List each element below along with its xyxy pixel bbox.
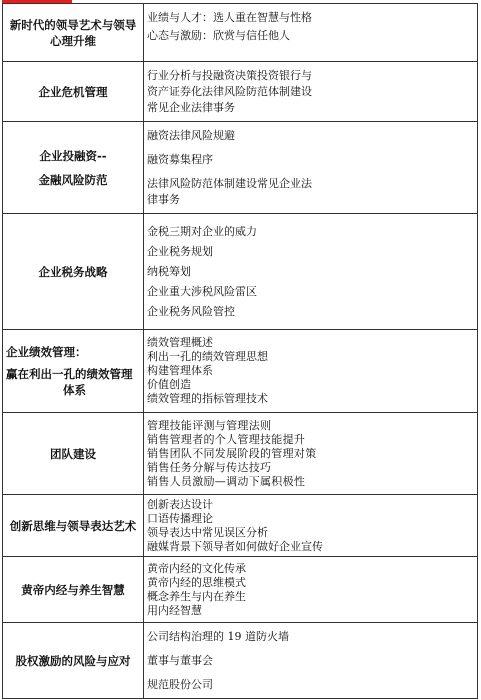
course-title-cell	[3, 330, 144, 413]
course-content-cell	[144, 495, 478, 557]
content-line: 创新表达设计	[147, 497, 213, 511]
content-line: 融资募集程序	[147, 152, 213, 166]
content-line: 黄帝内经的思维模式	[147, 575, 246, 589]
content-line: 构建管理体系	[147, 364, 213, 377]
course-title-line: 企业绩效管理：	[6, 345, 87, 359]
content-line: 利出一孔的绩效管理思想	[147, 350, 268, 363]
content-line: 价值创造	[147, 378, 191, 391]
course-content-cell	[144, 623, 478, 699]
content-line: 企业重大涉税风险雷区	[147, 284, 257, 298]
course-content-cell	[144, 413, 478, 495]
content-line: 常见企业法律事务	[147, 100, 235, 114]
table-row	[3, 4, 478, 62]
content-line: 企业税务规划	[147, 244, 213, 258]
content-line: 融资法律风险规避	[147, 128, 235, 142]
content-line: 销售团队不同发展阶段的管理对策	[147, 446, 317, 460]
content-line: 行业分析与投融资决策投资银行与	[147, 68, 312, 82]
content-line: 律事务	[147, 192, 180, 206]
content-line: 绩效管理概述	[147, 336, 213, 349]
course-title-line: 股权激励的风险与应对	[15, 653, 131, 668]
content-line: 公司结构治理的 19 道防火墙	[147, 629, 289, 643]
content-line: 资产证券化法律风险防范体制建设	[147, 84, 312, 98]
content-line: 法律风险防范体制建设常见企业法	[147, 176, 312, 190]
table-row	[3, 62, 478, 122]
table-row	[3, 623, 478, 699]
course-content-cell	[144, 330, 478, 413]
content-line: 企业税务风险管控	[147, 304, 235, 318]
course-title-line: 企业投融资--	[39, 148, 107, 163]
course-title-line: 新时代的领导艺术与领导	[9, 17, 137, 32]
course-title-line: 企业税务战略	[38, 264, 108, 279]
content-line: 销售管理者的个人管理技能提升	[147, 432, 306, 446]
course-content-cell	[144, 62, 478, 122]
content-line: 黄帝内经的文化传承	[147, 561, 246, 575]
course-content-cell	[144, 214, 478, 330]
course-title-cell	[3, 495, 144, 557]
content-line: 概念养生与内在养生	[147, 589, 246, 603]
content-line: 心态与激励：欣赏与信任他人	[147, 29, 290, 42]
table-row	[3, 495, 478, 557]
content-line: 金税三期对企业的威力	[147, 224, 257, 238]
content-line: 管理技能评测与管理法则	[147, 418, 272, 432]
course-table	[2, 3, 478, 699]
content-line: 领导表达中常见误区分析	[147, 525, 268, 539]
course-content-cell	[144, 4, 478, 62]
table-row	[3, 122, 478, 214]
course-title-cell	[3, 214, 144, 330]
course-title-cell	[3, 122, 144, 214]
course-title-line: 创新思维与领导表达艺术	[9, 518, 137, 533]
course-title-line: 心理升维	[50, 33, 96, 48]
course-title-cell	[3, 413, 144, 495]
content-line: 销售任务分解与传达技巧	[147, 460, 272, 474]
content-line: 规范股份公司	[147, 677, 213, 691]
course-content-cell	[144, 122, 478, 214]
course-title-cell	[3, 623, 144, 699]
table-row	[3, 214, 478, 330]
course-title-cell	[3, 557, 144, 623]
course-content-cell	[144, 557, 478, 623]
course-title-line: 黄帝内经与养生智慧	[21, 582, 125, 597]
content-line: 口语传播理论	[147, 511, 213, 525]
content-line: 销售人员激励—调动下属积极性	[147, 474, 306, 488]
table-row	[3, 413, 478, 495]
course-title-line: 金融风险防范	[38, 172, 108, 187]
course-title-cell	[3, 4, 144, 62]
content-line: 业绩与人才：选人重在智慧与性格	[147, 11, 312, 24]
course-title-line: 团队建设	[50, 446, 96, 461]
content-line: 董事与董事会	[147, 653, 213, 667]
course-title-cell	[3, 62, 144, 122]
content-line: 绩效管理的指标管理技术	[147, 392, 268, 405]
content-line: 融媒背景下领导者如何做好企业宣传	[147, 539, 323, 553]
course-title-line: 赢在利出一孔的绩效管理	[6, 367, 133, 381]
table-row	[3, 557, 478, 623]
table-row	[3, 330, 478, 413]
content-line: 用内经智慧	[147, 603, 202, 617]
course-title-line: 企业危机管理	[38, 84, 108, 99]
course-title-line: 体系	[63, 383, 86, 397]
content-line: 纳税筹划	[147, 264, 191, 278]
